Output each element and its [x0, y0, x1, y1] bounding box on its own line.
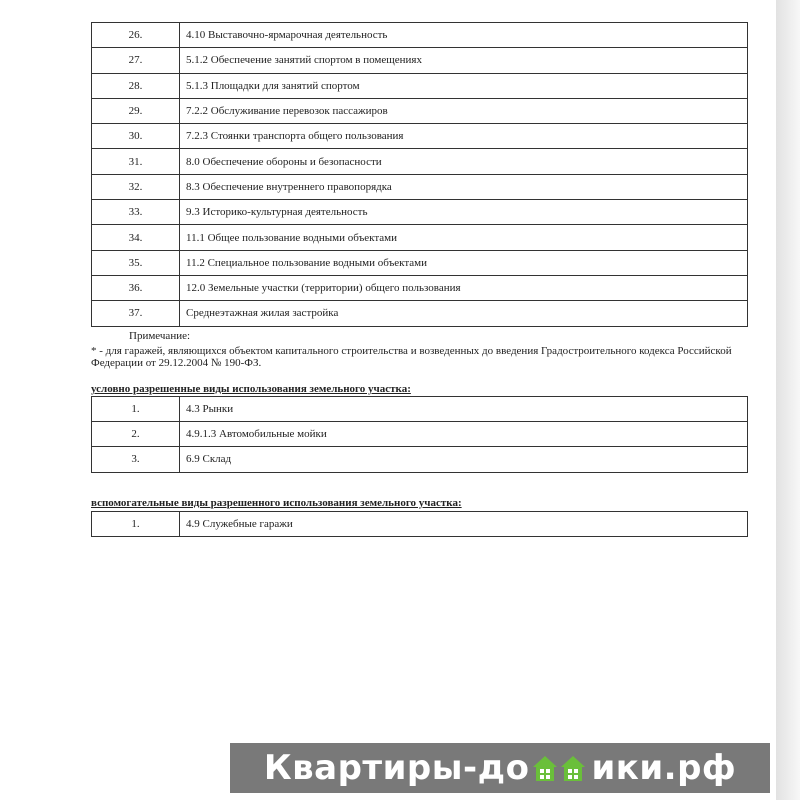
table-row — [92, 225, 748, 250]
table-row — [92, 301, 748, 326]
row-use-type: 4.10 Выставочно-ярмарочная деятельность — [180, 23, 748, 48]
row-number: 31. — [92, 149, 180, 174]
row-use-type: 5.1.2 Обеспечение занятий спортом в помещениях — [180, 48, 748, 73]
row-number: 1. — [92, 512, 180, 537]
permitted-uses-table — [91, 22, 748, 327]
row-use-type: 7.2.2 Обслуживание перевозок пассажиров — [180, 98, 748, 123]
row-use-type: 9.3 Историко-культурная деятельность — [180, 200, 748, 225]
table-row — [92, 397, 748, 422]
row-use-type: 4.9.1.3 Автомобильные мойки — [180, 422, 748, 447]
table-row — [92, 250, 748, 275]
auxiliary-uses-heading: вспомогательные виды разрешенного использования земельного участка: — [91, 497, 462, 509]
row-number: 2. — [92, 422, 180, 447]
row-use-type: 11.1 Общее пользование водными объектами — [180, 225, 748, 250]
conditional-uses-heading: условно разрешенные виды использования земельного участка: — [91, 383, 411, 395]
note-body: * - для гаражей, являющихся объектом капитального строительства и возведенных до введения Градостроительного кодекса Российской Федерации от 29.12.2004 № 190-ФЗ. — [91, 345, 732, 369]
row-number: 28. — [92, 73, 180, 98]
conditional-uses-table — [91, 396, 748, 473]
site-watermark — [230, 743, 770, 793]
table-row — [92, 447, 748, 472]
note-title: Примечание: — [129, 330, 191, 342]
table-row — [92, 48, 748, 73]
row-number: 30. — [92, 124, 180, 149]
conditional-uses-rows — [92, 397, 748, 473]
row-number: 32. — [92, 174, 180, 199]
watermark-text-start: Квартиры-до — [263, 748, 530, 788]
table-row — [92, 124, 748, 149]
row-use-type: 4.9 Служебные гаражи — [180, 512, 748, 537]
row-number: 1. — [92, 397, 180, 422]
row-use-type: 8.3 Обеспечение внутреннего правопорядка — [180, 174, 748, 199]
table-row — [92, 200, 748, 225]
row-use-type: Среднеэтажная жилая застройка — [180, 301, 748, 326]
houses-logo-icon — [531, 751, 589, 785]
table-row — [92, 23, 748, 48]
table-row — [92, 73, 748, 98]
row-number: 37. — [92, 301, 180, 326]
table-row — [92, 174, 748, 199]
row-number: 26. — [92, 23, 180, 48]
row-number: 36. — [92, 275, 180, 300]
row-number: 3. — [92, 447, 180, 472]
auxiliary-uses-rows — [92, 512, 748, 537]
table-row — [92, 98, 748, 123]
auxiliary-uses-table — [91, 511, 748, 537]
permitted-uses-rows — [92, 23, 748, 327]
page-edge-shadow — [776, 0, 800, 800]
table-row — [92, 275, 748, 300]
row-use-type: 4.3 Рынки — [180, 397, 748, 422]
row-use-type: 7.2.3 Стоянки транспорта общего пользования — [180, 124, 748, 149]
row-number: 35. — [92, 250, 180, 275]
table-row — [92, 422, 748, 447]
table-row — [92, 512, 748, 537]
row-number: 33. — [92, 200, 180, 225]
table-row — [92, 149, 748, 174]
watermark-text-end: ики.рф — [591, 748, 737, 788]
row-use-type: 8.0 Обеспечение обороны и безопасности — [180, 149, 748, 174]
row-use-type: 6.9 Склад — [180, 447, 748, 472]
row-number: 27. — [92, 48, 180, 73]
row-use-type: 5.1.3 Площадки для занятий спортом — [180, 73, 748, 98]
row-number: 29. — [92, 98, 180, 123]
row-use-type: 12.0 Земельные участки (территории) общего пользования — [180, 275, 748, 300]
row-number: 34. — [92, 225, 180, 250]
row-use-type: 11.2 Специальное пользование водными объектами — [180, 250, 748, 275]
